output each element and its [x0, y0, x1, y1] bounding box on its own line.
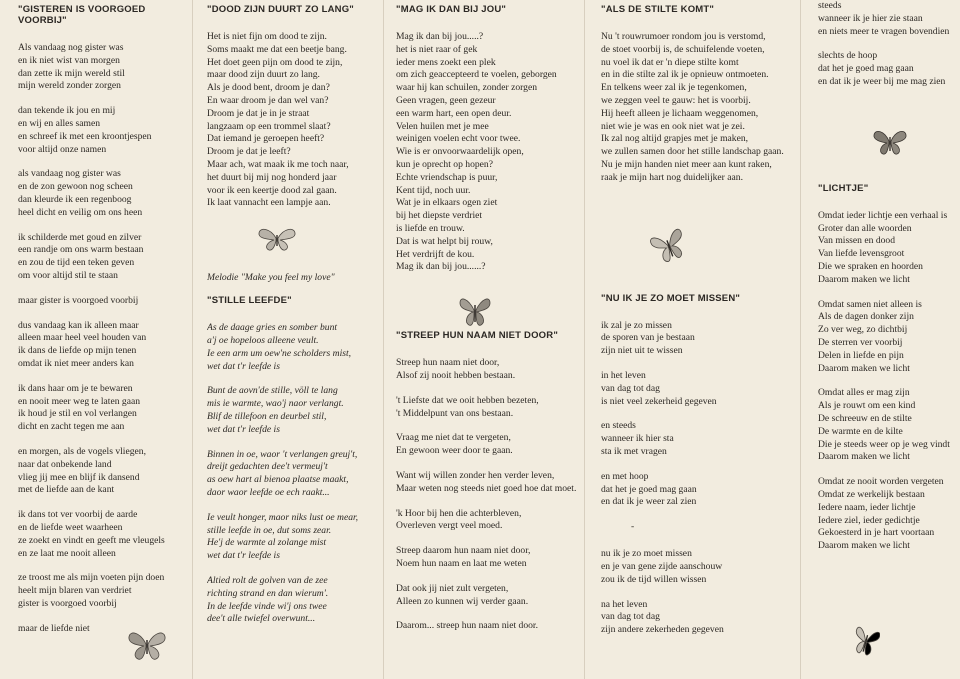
- poem-line: Droom je dat je in je straat: [207, 107, 310, 119]
- poem-line: dus vandaag kan ik alleen maar: [18, 319, 139, 331]
- poem-line: mis ie warmte, wao'j naor verlangt.: [207, 398, 344, 410]
- poem-line: Geen vragen, geen gezeur: [396, 94, 496, 106]
- poem-line: richting strand en dan wierum'.: [207, 587, 329, 599]
- poem-line: ik schilderde met goud en zilver: [18, 231, 142, 243]
- stanza: [207, 31, 381, 210]
- poem-line: naar dat onbekende land: [18, 458, 112, 470]
- stanza: [601, 320, 799, 358]
- fold-line: [584, 0, 585, 679]
- stanza: [207, 575, 381, 626]
- stanza: [18, 295, 190, 308]
- poem-line: wanneer ik je hier zie staan: [818, 12, 923, 24]
- poem-line: Als je rouwt om een kind: [818, 400, 916, 412]
- poem-line: En telkens weer zal ik je tegenkomen,: [601, 82, 747, 94]
- poem-line: De warmte en de kilte: [818, 425, 903, 437]
- poem-line: en nooit meer weg te laten gaan: [18, 395, 141, 407]
- poem-line: He'j de warmte al zolange mist: [207, 537, 327, 549]
- poem-line: Nu je mijn handen niet meer aan kunt raken,: [601, 158, 772, 170]
- poem-line: wet dat t'r leefde is: [207, 360, 280, 372]
- poem-line: en schreef ik met een kroontjespen: [18, 130, 152, 142]
- stanza: [207, 385, 381, 436]
- poem-body: [818, 0, 960, 89]
- poem-line: ik zal je zo missen: [601, 319, 672, 331]
- poem-line: heelt mijn blaren van verdriet: [18, 585, 132, 597]
- poem-line: daor waor leefde oe ech raakt...: [207, 486, 330, 498]
- poem-title: "STREEP HUN NAAM NIET DOOR": [396, 330, 559, 342]
- poem-line: Soms maakt me dat een beetje bang.: [207, 43, 347, 55]
- poem-line: de stoet voorbij is, de schuifelende voeten,: [601, 43, 765, 55]
- stanza: [601, 370, 799, 408]
- butterfly-icon: [126, 628, 168, 662]
- poem-line: we zullen samen door het stille landschap gaan.: [601, 146, 784, 158]
- fold-line: [800, 0, 801, 679]
- poem-line: dan zette ik mijn wereld stil: [18, 67, 125, 79]
- stanza: [18, 320, 190, 371]
- poem-line: maar dood zijn duurt zo lang.: [207, 69, 320, 81]
- poem-line: ik houd je stil en vol verlangen: [18, 408, 137, 420]
- poem-line: zijn niet uit te wissen: [601, 345, 683, 357]
- poem-line: Mag ik dan bij jou.....?: [396, 31, 484, 42]
- poem-line: het is niet raar of gek: [396, 43, 478, 55]
- stanza: [18, 105, 190, 156]
- poem-line: steeds: [818, 0, 842, 11]
- poem-line: na het leven: [601, 598, 648, 610]
- poem-line: maar de liefde niet: [18, 622, 90, 634]
- poem-line: stille leefde in oe, dut soms zear.: [207, 524, 332, 536]
- poem-line: ze zoekt en vindt en geeft me vleugels: [18, 534, 165, 546]
- poem-line: bij het diepste verdriet: [396, 210, 483, 222]
- spacer: [601, 197, 799, 293]
- poem-line: en ik niet wist van morgen: [18, 54, 120, 66]
- poem-line: mijn wereld zonder zorgen: [18, 80, 121, 92]
- poem-line: Droom je dat je leeft?: [207, 146, 291, 158]
- poem-line: Dat is wat helpt bij rouw,: [396, 235, 493, 247]
- stanza: [396, 508, 584, 534]
- poem-line: ieder mens zoekt een plek: [396, 56, 496, 68]
- stanza: [601, 471, 799, 509]
- poem-line: Van missen en dood: [818, 235, 896, 247]
- poem-line: als vandaag nog gister was: [18, 168, 121, 180]
- poem-line: niet wie je was en ook niet wat je zei.: [601, 120, 745, 132]
- stanza: [818, 0, 960, 38]
- butterfly-icon: [458, 292, 492, 330]
- poem-line: langzaam op een trommel slaat?: [207, 120, 331, 132]
- poem-line: Iedere ziel, ieder gedichtje: [818, 514, 920, 526]
- poem-line: om voor altijd stil te staan: [18, 269, 118, 281]
- poem-line: Mag ik dan bij jou......?: [396, 261, 486, 273]
- stanza: [601, 548, 799, 586]
- poem-body: [396, 357, 584, 633]
- poem-line: is liefde en trouw.: [396, 222, 465, 234]
- poem-line: Overleven vergt veel moed.: [396, 520, 503, 532]
- poem-body: [207, 322, 381, 626]
- poem-line: 't Middelpunt van ons bestaan.: [396, 407, 514, 419]
- poem-line: en in die stilte zal ik je opnieuw ontmoeten.: [601, 69, 769, 81]
- melody-note: Melodie "Make you feel my love": [207, 272, 335, 284]
- poem-line: Omdat ze werkelijk bestaan: [818, 488, 925, 500]
- poem-title: "STILLE LEEFDE": [207, 295, 292, 307]
- poem-line: Het doet geen pijn om dood te zijn,: [207, 56, 343, 68]
- poem-line: en wij en alles samen: [18, 117, 101, 129]
- poem-line: nu voel ik dat er 'n diepe stilte komt: [601, 56, 739, 68]
- poem-line: zijn andere zekerheden gegeven: [601, 624, 724, 636]
- poem-title: "DOOD ZIJN DUURT ZO LANG": [207, 4, 355, 15]
- stanza: [396, 31, 584, 274]
- poem-line: nu ik je zo moet missen: [601, 548, 692, 560]
- poem-line: 'k Hoor bij hen die achterbleven,: [396, 507, 522, 519]
- poem-line: Het verdrijft de kou.: [396, 248, 475, 260]
- poem-line: is niet veel zekerheid gegeven: [601, 395, 717, 407]
- poem-line: Het is niet fijn om dood te zijn.: [207, 31, 327, 42]
- poem-body: [18, 42, 190, 635]
- poem-title: "NU IK JE ZO MOET MISSEN": [601, 292, 741, 304]
- poem-line: Hij heeft alleen je lichaam weggenomen,: [601, 107, 759, 119]
- stanza: [396, 357, 584, 383]
- stanza: [18, 42, 190, 93]
- poem-line: Want wij willen zonder hen verder leven,: [396, 469, 555, 481]
- poem-line: gister is voorgoed voorbij: [18, 597, 117, 609]
- butterfly-icon: [650, 226, 688, 266]
- poem-line: dan tekende ik jou en mij: [18, 105, 116, 117]
- poem-title: "GISTEREN IS VOORGOED VOORBIJ": [18, 4, 146, 26]
- poem-column-2: [207, 0, 381, 679]
- stanza: [396, 432, 584, 458]
- poem-line: As de daage gries en somber bunt: [207, 322, 338, 334]
- poem-line: en dat ik je weer zal zien: [601, 496, 697, 508]
- poem-line: Omdat ieder lichtje een verhaal is: [818, 209, 948, 221]
- poem-line: Altied rolt de golven van de zee: [207, 574, 328, 586]
- stanza: [18, 446, 190, 497]
- poem-line: En waar droom je dan wel van?: [207, 94, 329, 106]
- poem-line: Delen in liefde en pijn: [818, 349, 904, 361]
- poem-line: En gewoon weer door te gaan.: [396, 445, 513, 457]
- poem-line: Daarom... streep hun naam niet door.: [396, 620, 538, 632]
- poem-line: zou ik de tijd willen wissen: [601, 573, 707, 585]
- poem-body: [396, 31, 584, 274]
- poem-line: raak je mijn hart nog duidelijker aan.: [601, 171, 743, 183]
- poem-body: [818, 210, 960, 553]
- poem-line: Die we spraken en hoorden: [818, 260, 923, 272]
- fold-line: [383, 0, 384, 679]
- poem-line: wet dat t'r leefde is: [207, 423, 280, 435]
- poem-line: dreijt gedachten dee't vermeuj't: [207, 461, 328, 473]
- poem-line: Dat ook jij niet zult vergeten,: [396, 582, 509, 594]
- poem-line: Ik laat vannacht een lampje aan.: [207, 197, 331, 209]
- poem-line: Alleen zo kunnen wij verder gaan.: [396, 595, 529, 607]
- poem-line: en dat ik je weer bij me mag zien: [818, 75, 946, 87]
- poem-line: ze troost me als mijn voeten pijn doen: [18, 572, 165, 584]
- stanza: [818, 387, 960, 464]
- poem-line: De sterren ver voorbij: [818, 336, 903, 348]
- poem-line: en de zon gewoon nog scheen: [18, 181, 133, 193]
- poem-line: Vraag me niet dat te vergeten,: [396, 432, 511, 444]
- poem-line: Streep hun naam niet door,: [396, 357, 500, 369]
- poem-line: in het leven: [601, 369, 646, 381]
- stanza: [396, 395, 584, 421]
- poem-title: "MAG IK DAN BIJ JOU": [396, 4, 507, 15]
- poem-line: Daarom maken we licht: [818, 362, 910, 374]
- stanza: [207, 449, 381, 500]
- butterfly-icon: [257, 226, 297, 252]
- stanza: [18, 383, 190, 434]
- poem-line: om zich geaccepteerd te voelen, geborgen: [396, 69, 557, 81]
- poem-line: maar gister is voorgoed voorbij: [18, 294, 139, 306]
- poem-column-5: [818, 0, 960, 679]
- stanza: [18, 509, 190, 560]
- poem-line: dat het je goed mag gaan: [818, 63, 914, 75]
- stanza: [207, 512, 381, 563]
- poem-line: kun je oprecht op hopen?: [396, 158, 493, 170]
- poem-line: weinigen voelen echt voor twee.: [396, 133, 521, 145]
- stanza: [18, 168, 190, 219]
- poem-line: Maar ach, wat maak ik me toch naar,: [207, 158, 349, 170]
- poem-line: 't Liefste dat we ooit hebben bezeten,: [396, 394, 539, 406]
- poem-line: Streep daarom hun naam niet door,: [396, 545, 531, 557]
- stanza: [818, 50, 960, 88]
- poem-line: en steeds: [601, 420, 636, 432]
- poem-body: [601, 320, 799, 510]
- poem-line: De schreeuw en de stilte: [818, 412, 912, 424]
- poem-line: de sporen van je bestaan: [601, 332, 695, 344]
- poem-column-4: [601, 0, 799, 679]
- poem-line: ik dans haar om je te bewaren: [18, 382, 133, 394]
- poem-line: en morgen, als de vogels vliegen,: [18, 445, 146, 457]
- stanza: [396, 583, 584, 609]
- poem-line: Omdat ze nooit worden vergeten: [818, 476, 944, 488]
- poem-line: ik dans de liefde op mijn tenen: [18, 345, 137, 357]
- poem-line: Bunt de aovn'de stille, völl te lang: [207, 385, 338, 397]
- stanza: [396, 470, 584, 496]
- poem-line: Als vandaag nog gister was: [18, 42, 124, 53]
- poem-line: In de leefde vinde wi'j ons twee: [207, 600, 327, 612]
- poem-line: Blif de tillefoon en deurbel stil,: [207, 410, 327, 422]
- poem-line: Ik zal nog altijd grapjes met je maken,: [601, 133, 749, 145]
- poem-line: en met hoop: [601, 470, 649, 482]
- poem-line: Daarom maken we licht: [818, 540, 910, 552]
- poem-line: dicht en zacht tegen me aan: [18, 421, 125, 433]
- poem-line: Van liefde levensgroot: [818, 248, 905, 260]
- poem-line: Iedere naam, ieder lichtje: [818, 501, 916, 513]
- poem-line: wanneer ik hier sta: [601, 433, 674, 445]
- stanza: [818, 476, 960, 553]
- poem-line: en de liefde weet waarheen: [18, 521, 123, 533]
- poem-line: Omdat samen niet alleen is: [818, 298, 922, 310]
- poem-line: voor altijd onze namen: [18, 143, 107, 155]
- poem-line: Echte vriendschap is puur,: [396, 171, 498, 183]
- poem-line: van dag tot dag: [601, 611, 660, 623]
- poem-line: een randje om ons warm bestaan: [18, 244, 144, 256]
- fold-line: [192, 0, 193, 679]
- poem-line: we zeggen veel te gauw: het is voorbij.: [601, 94, 751, 106]
- poem-line: een warm hart, een open deur.: [396, 107, 512, 119]
- poem-line: Omdat alles er mag zijn: [818, 387, 910, 399]
- poem-line: het duurt bij mij nog honderd jaar: [207, 171, 337, 183]
- poem-line: ik dans tot ver voorbij de aarde: [18, 509, 138, 521]
- poem-line: van dag tot dag: [601, 382, 660, 394]
- poem-line: heel dicht en veilig om ons heen: [18, 206, 143, 218]
- poem-line: dee't alle twiefel overwunt...: [207, 613, 316, 625]
- poem-line: Wie is er onvoorwaardelijk open,: [396, 146, 524, 158]
- stanza: [601, 599, 799, 637]
- separator-dash: -: [631, 521, 635, 533]
- poem-title: "LICHTJE": [818, 182, 869, 194]
- poem-line: omdat ik niet meer anders kan: [18, 357, 134, 369]
- poem-line: Groter dan alle woorden: [818, 222, 912, 234]
- stanza: [396, 620, 584, 633]
- stanza: [396, 545, 584, 571]
- poem-line: Ie veult honger, maor niks lust oe mear,: [207, 511, 359, 523]
- poem-line: Maar weten nog steeds niet goed hoe dat moet.: [396, 482, 577, 494]
- poem-line: Zo ver weg, zo dichtbij: [818, 324, 908, 336]
- poem-line: en zou de tijd een teken geven: [18, 257, 135, 269]
- poem-line: Gekoesterd in je hart voortaan: [818, 527, 935, 539]
- poem-line: en ze laat me nooit alleen: [18, 547, 116, 559]
- poem-line: alleen maar heel veel houden van: [18, 332, 147, 344]
- poem-line: met de liefde aan de kant: [18, 484, 115, 496]
- butterfly-icon: [872, 127, 908, 157]
- poem-line: sta ik met vragen: [601, 445, 667, 457]
- poem-body: [601, 31, 799, 185]
- poem-line: Als de dagen donker zijn: [818, 311, 914, 323]
- poem-line: dat het je goed mag gaan: [601, 483, 697, 495]
- poem-line: Daarom maken we licht: [818, 273, 910, 285]
- stanza: [818, 299, 960, 376]
- poem-line: en je van gene zijde aanschouw: [601, 560, 723, 572]
- poem-line: Alsof zij nooit hebben bestaan.: [396, 369, 516, 381]
- poem-line: Ie een arm um oew'ne scholders mist,: [207, 347, 352, 359]
- poem-line: Dat iemand je geroepen heeft?: [207, 133, 325, 145]
- poem-line: a'j oe hopeloos alleene veult.: [207, 334, 319, 346]
- poem-line: voor ik een keertje dood zal gaan.: [207, 184, 337, 196]
- poem-body: [207, 31, 381, 210]
- poem-line: dan kleurde ik een regenboog: [18, 193, 132, 205]
- poem-line: Velen huilen met je mee: [396, 120, 489, 132]
- poem-line: slechts de hoop: [818, 50, 878, 62]
- poem-line: Nu 't rouwrumoer rondom jou is verstomd,: [601, 31, 766, 42]
- poem-line: Wat je in elkaars ogen ziet: [396, 197, 498, 209]
- stanza: [207, 322, 381, 373]
- poem-line: Als je dood bent, droom je dan?: [207, 82, 330, 94]
- poem-column-3: [396, 0, 584, 679]
- poem-line: Kent tijd, noch uur.: [396, 184, 471, 196]
- poem-line: vlieg jij mee en blijf ik dansend: [18, 471, 140, 483]
- poem-line: Binnen in oe, waor 't verlangen greuj't,: [207, 448, 358, 460]
- stanza: [601, 420, 799, 458]
- poem-column-1: [18, 0, 190, 679]
- poem-line: as oew hart al bienoa plaatse maakt,: [207, 474, 349, 486]
- poem-line: en niets meer te vragen bovendien: [818, 25, 950, 37]
- poem-line: Daarom maken we licht: [818, 451, 910, 463]
- poem-line: waar hij kan schuilen, zonder zorgen: [396, 82, 538, 94]
- poem-line: Noem hun naam en laat me weten: [396, 557, 527, 569]
- butterfly-icon: [852, 622, 880, 660]
- poem-line: wet dat t'r leefde is: [207, 550, 280, 562]
- stanza: [818, 210, 960, 287]
- stanza: [18, 572, 190, 610]
- stanza: [18, 232, 190, 283]
- poem-line: Die je steeds weer op je weg vindt: [818, 438, 950, 450]
- poem-body: [601, 548, 799, 637]
- stanza: [601, 31, 799, 185]
- poem-title: "ALS DE STILTE KOMT": [601, 4, 715, 15]
